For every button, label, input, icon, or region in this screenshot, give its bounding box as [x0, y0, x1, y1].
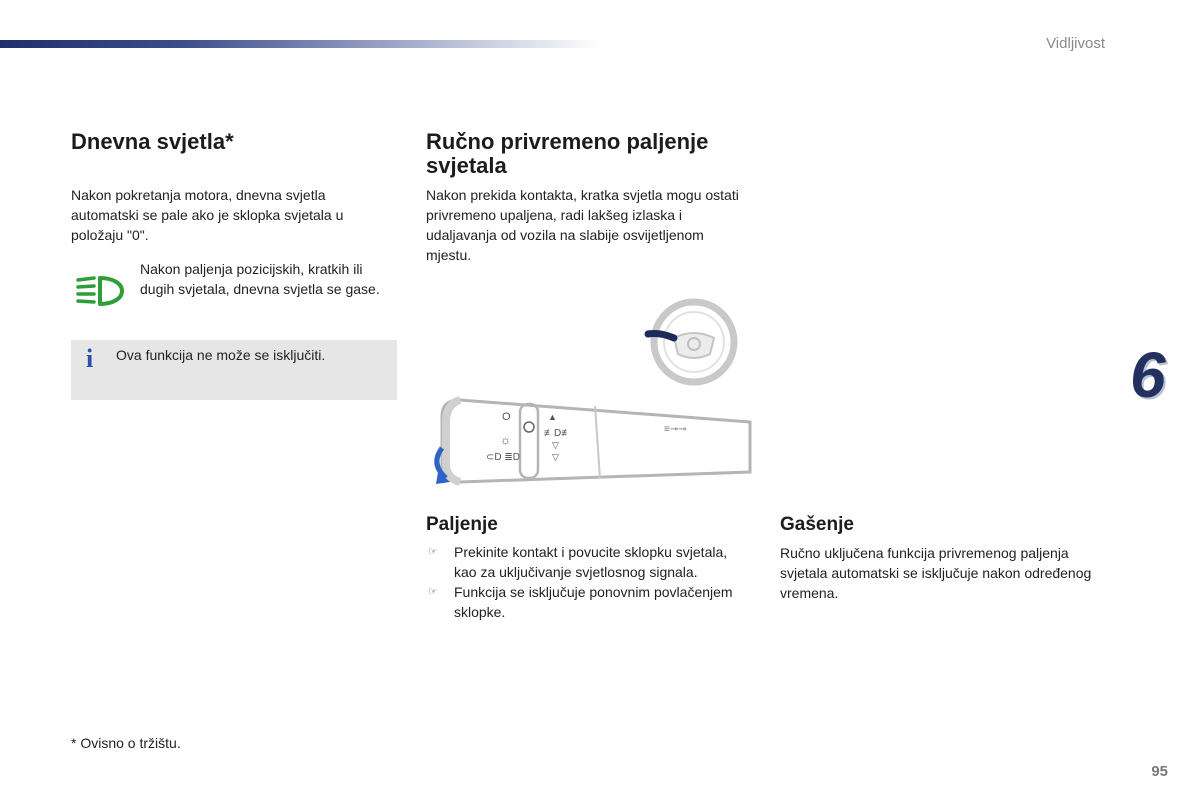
section-title-daytime-lights: Dnevna svjetla* [71, 129, 234, 154]
page-number: 95 [1151, 763, 1168, 780]
bullet-icon: ☞ [428, 546, 438, 558]
paljenje-list [426, 542, 746, 622]
svg-text:▽: ▽ [552, 452, 559, 462]
section-title-manual-lighting: Ručno privremeno paljenje svjetala [426, 129, 709, 178]
chapter-number: 6 [1130, 339, 1166, 411]
list-item: ☞ Prekinite kontakt i povucite sklopku svjetala, kao za uključivanje svjetlosnog signala. [428, 544, 728, 580]
section-title-gasenje: Gašenje [780, 514, 854, 535]
svg-text:≡⊸⊸: ≡⊸⊸ [664, 424, 687, 435]
svg-text:▽: ▽ [552, 440, 559, 450]
bullet-icon: ☞ [428, 586, 438, 598]
chapter-title: Vidljivost [1046, 35, 1105, 52]
daytime-lights-icon-note: Nakon paljenja pozicijskih, kratkih ili dugih svjetala, dnevna svjetla se gase. [140, 261, 380, 297]
daytime-running-light-icon [74, 272, 128, 310]
list-item: ☞ Funkcija se isključuje ponovnim povlačenjem sklopke. [428, 584, 733, 620]
daytime-lights-intro: Nakon pokretanja motora, dnevna svjetla automatski se pale ako je sklopka svjetala u položaju "0". [71, 187, 344, 243]
svg-text:O: O [502, 411, 511, 423]
header-bar [0, 40, 600, 48]
gasenje-text: Ručno uključena funkcija privremenog paljenja svjetala automatski se isključuje nakon određenog vremena. [780, 545, 1092, 601]
info-icon: i [86, 344, 94, 373]
manual-lighting-intro: Nakon prekida kontakta, kratka svjetla mogu ostati privremeno upaljena, radi lakšeg izlaska i udaljavanja od vozila na slabije osvijetljenom mjestu. [426, 187, 739, 263]
svg-text:≢D≢: ≢D≢ [544, 428, 572, 439]
section-title-paljenje: Paljenje [426, 514, 498, 535]
info-text: Ova funkcija ne može se isključiti. [116, 347, 326, 363]
svg-text:▲: ▲ [548, 412, 557, 422]
svg-text:⊂D ≣D: ⊂D ≣D [486, 452, 520, 463]
lighting-stalk-illustration [420, 392, 752, 492]
steering-wheel-illustration [640, 298, 740, 390]
footnote: * Ovisno o tržištu. [71, 735, 181, 751]
svg-text:☼: ☼ [500, 433, 511, 447]
